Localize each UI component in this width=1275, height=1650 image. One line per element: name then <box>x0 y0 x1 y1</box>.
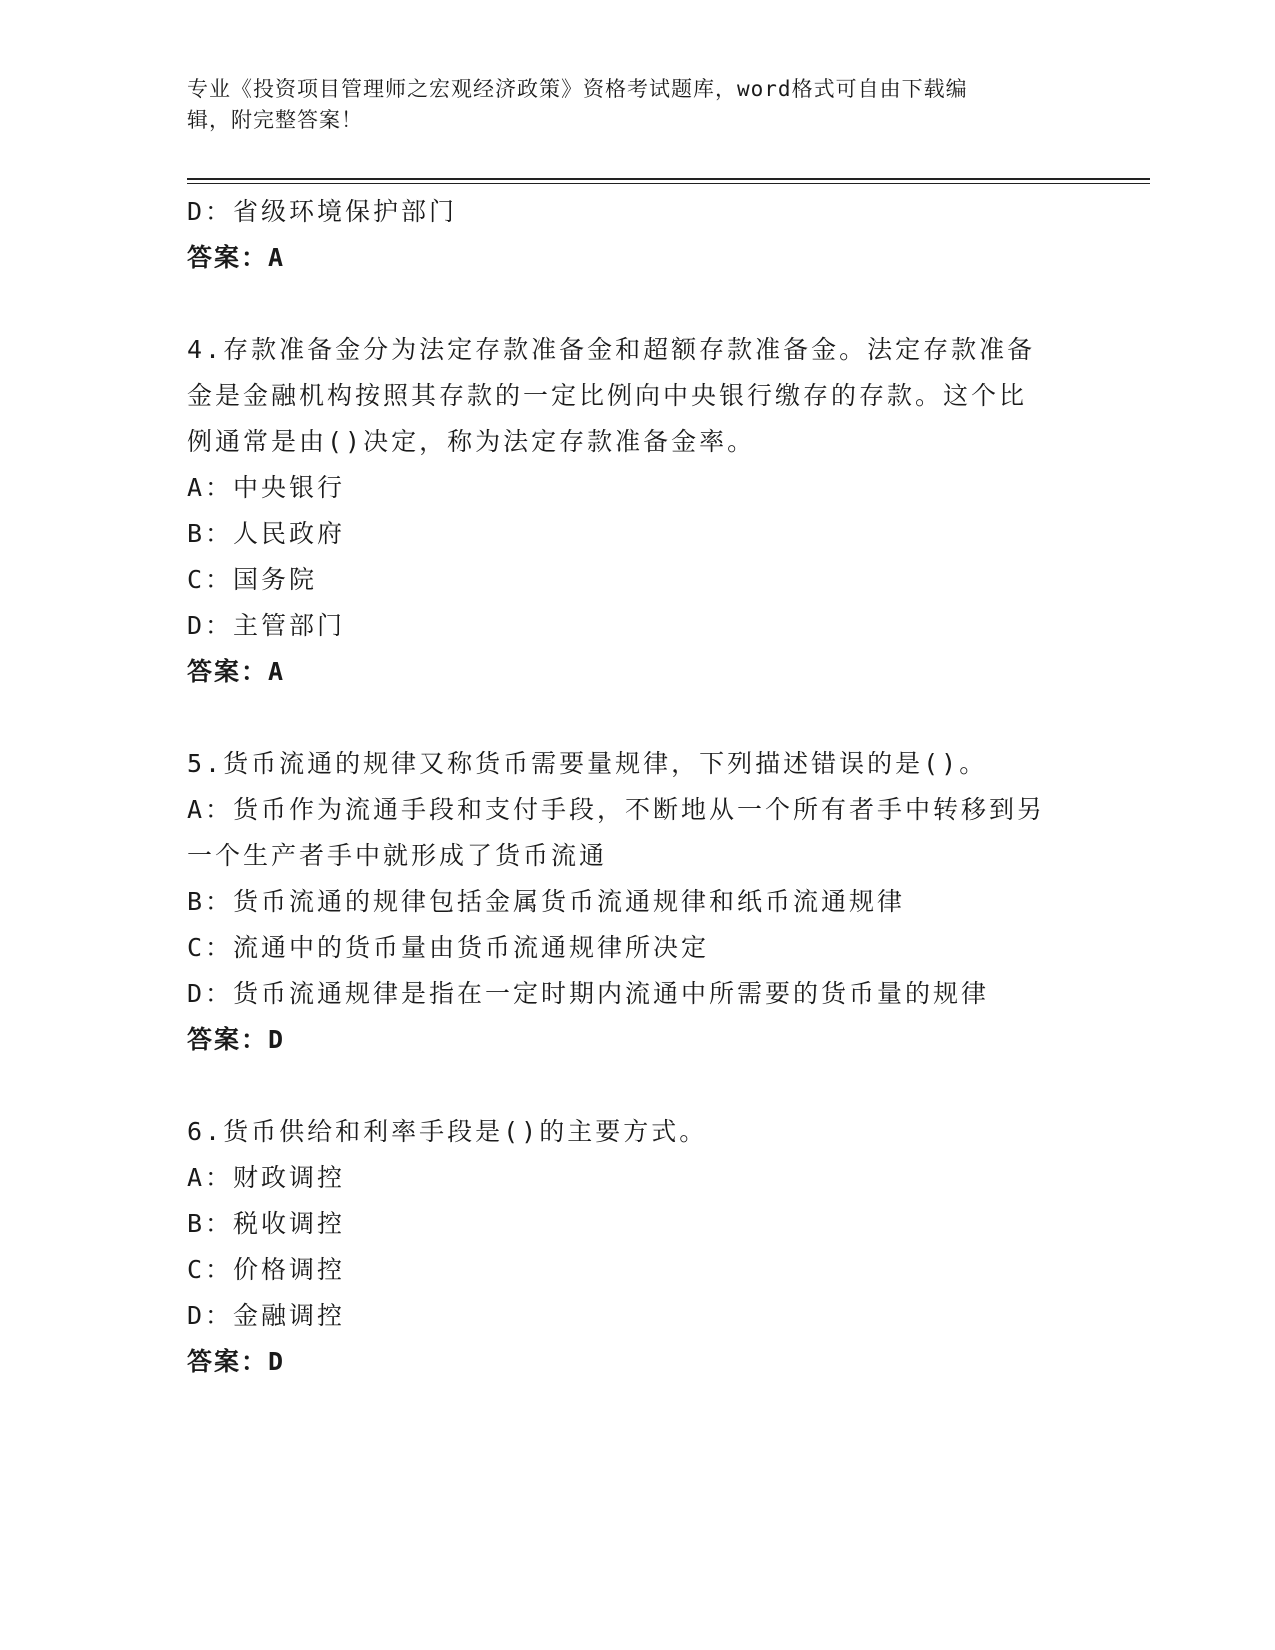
header-divider-thick <box>187 178 1150 180</box>
question-content <box>187 189 1087 1385</box>
question-stem-line: 4.存款准备金分为法定存款准备金和超额存款准备金。法定存款准备 <box>187 335 1036 364</box>
header-divider-thin <box>187 183 1150 184</box>
option-c: C：流通中的货币量由货币流通规律所决定 <box>187 933 710 962</box>
option-c: C：价格调控 <box>187 1255 346 1284</box>
question-6 <box>187 1109 1087 1385</box>
question-stem-line: 金是金融机构按照其存款的一定比例向中央银行缴存的存款。这个比 <box>187 381 1028 410</box>
page-header <box>187 74 1087 136</box>
answer-line: 答案：A <box>187 657 286 686</box>
question-5 <box>187 741 1087 1063</box>
option-b: B：货币流通的规律包括金属货币流通规律和纸币流通规律 <box>187 887 906 916</box>
answer-line: 答案：D <box>187 1347 286 1376</box>
option-b: B：税收调控 <box>187 1209 346 1238</box>
question-stem-line: 例通常是由()决定，称为法定存款准备金率。 <box>187 427 756 456</box>
option-a: A：财政调控 <box>187 1163 346 1192</box>
option-d: D：主管部门 <box>187 611 346 640</box>
header-line-1: 专业《投资项目管理师之宏观经济政策》资格考试题库，word格式可自由下载编 <box>187 77 968 101</box>
question-stem-line: 5.货币流通的规律又称货币需要量规律，下列描述错误的是()。 <box>187 749 988 778</box>
option-d: D：货币流通规律是指在一定时期内流通中所需要的货币量的规律 <box>187 979 990 1008</box>
option-d: D：金融调控 <box>187 1301 346 1330</box>
answer-line: 答案：A <box>187 243 286 272</box>
option-a: A：中央银行 <box>187 473 346 502</box>
question-4 <box>187 327 1087 695</box>
option-a-continued: 一个生产者手中就形成了货币流通 <box>187 841 608 870</box>
question-stem-line: 6.货币供给和利率手段是()的主要方式。 <box>187 1117 708 1146</box>
option-c: C：国务院 <box>187 565 318 594</box>
option-b: B：人民政府 <box>187 519 346 548</box>
option-a: A：货币作为流通手段和支付手段，不断地从一个所有者手中转移到另 <box>187 795 1046 824</box>
previous-question-tail <box>187 189 1087 281</box>
option-d: D：省级环境保护部门 <box>187 197 458 226</box>
header-line-2: 辑，附完整答案！ <box>187 108 363 132</box>
answer-line: 答案：D <box>187 1025 286 1054</box>
